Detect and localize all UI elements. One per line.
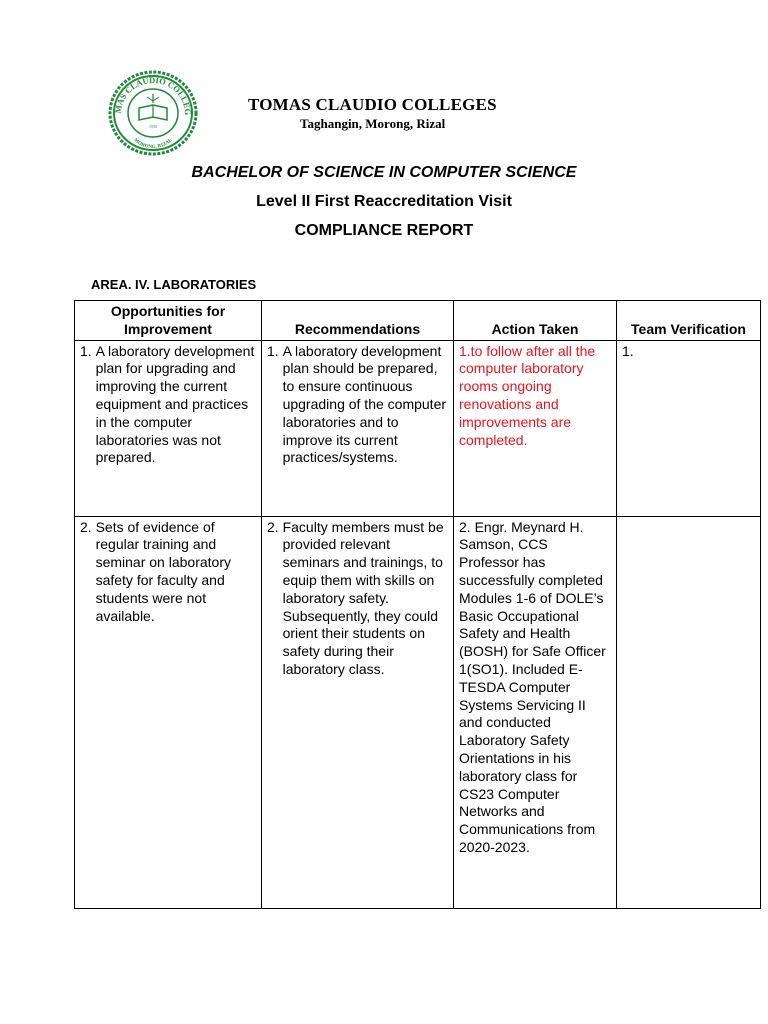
college-seal-logo bbox=[108, 70, 198, 156]
report-title: COMPLIANCE REPORT bbox=[294, 222, 474, 239]
opportunity-text: Sets of evidence of regular training and seminar on laboratory safety for faculty and students were not available. bbox=[95, 518, 231, 624]
header-recommendations: Recommendations bbox=[262, 301, 454, 341]
opportunity-cell bbox=[75, 340, 262, 516]
college-name: TOMAS CLAUDIO COLLEGES bbox=[248, 95, 497, 114]
svg-text:MORONG, RIZAL: MORONG, RIZAL bbox=[132, 138, 174, 151]
header-action-taken: Action Taken bbox=[454, 301, 617, 341]
opportunity-number: 1. bbox=[80, 342, 96, 359]
header-team-verification: Team Verification bbox=[617, 301, 761, 341]
recommendation-text: A laboratory development plan should be prepared, to ensure continuous upgrading of the computer laboratories and to improve its current practices/systems. bbox=[282, 342, 447, 466]
opportunity-number: 2. bbox=[80, 518, 96, 535]
action-taken-cell: 2. Engr. Meynard H. Samson, CCS Professor has successfully completed Modules 1-6 of DOLE’s Basic Occupational Safety and Health (BOSH) for Safe Officer 1(SO1). Included E-TESDA Computer Systems Servicing II and conducted Laboratory Safety Orientations in his laboratory class for CS23 Computer Networks and Communications from 2020-2023. bbox=[454, 516, 617, 908]
recommendation-text: Faculty members must be provided relevant seminars and trainings, to equip them with skills on laboratory safety. Subsequently, they could orient their students on safety during their laboratory class. bbox=[282, 518, 444, 677]
recommendation-number: 1. bbox=[267, 342, 283, 359]
team-verification-cell: 1. bbox=[617, 340, 761, 516]
program-title: BACHELOR OF SCIENCE IN COMPUTER SCIENCE bbox=[191, 164, 577, 181]
college-address: Taghangin, Morong, Rizal bbox=[300, 116, 446, 131]
visit-title: Level II First Reaccreditation Visit bbox=[256, 193, 512, 210]
compliance-table bbox=[74, 300, 761, 909]
table-header-row bbox=[75, 301, 761, 341]
svg-text:TOMAS CLAUDIO COLLEGES: MAS CLAUDIO COLLEG bbox=[112, 74, 194, 116]
opportunity-cell bbox=[75, 516, 262, 908]
opportunity-text: A laboratory development plan for upgrading and improving the current equipment and practices in the computer laboratories was not prepared. bbox=[95, 342, 255, 466]
recommendation-cell bbox=[262, 340, 454, 516]
recommendation-cell bbox=[262, 516, 454, 908]
recommendation-number: 2. bbox=[267, 518, 283, 535]
team-verification-cell bbox=[617, 516, 761, 908]
action-taken-cell: 1.to follow after all the computer laboratory rooms ongoing renovations and improvements are completed. bbox=[454, 340, 617, 516]
table-row bbox=[75, 340, 761, 516]
svg-text:1950: 1950 bbox=[149, 124, 157, 129]
header-opportunities: Opportunities for Improvement bbox=[75, 301, 262, 341]
area-heading: AREA. IV. LABORATORIES bbox=[91, 277, 257, 292]
table-row bbox=[75, 516, 761, 908]
